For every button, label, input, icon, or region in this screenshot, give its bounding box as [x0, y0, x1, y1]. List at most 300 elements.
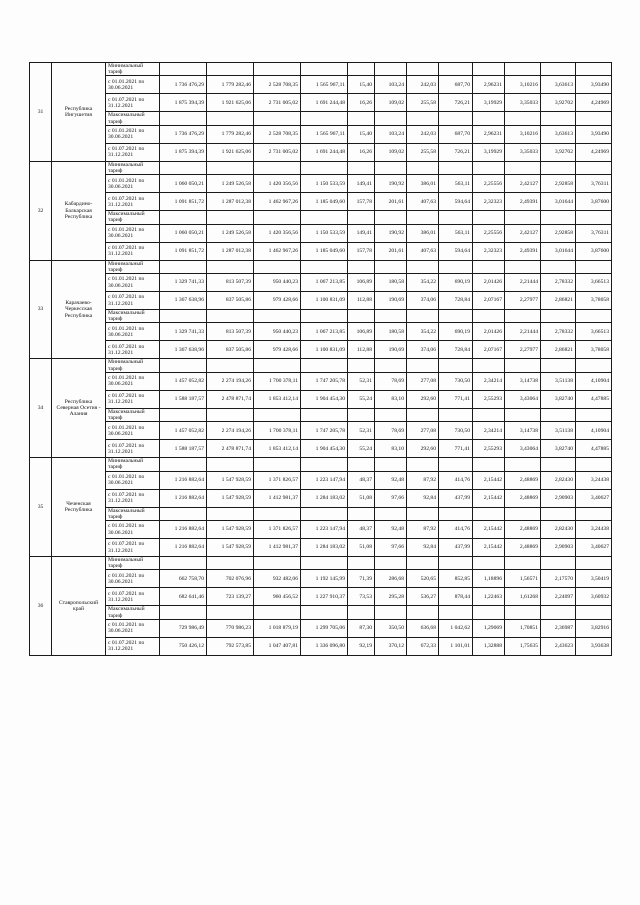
value-cell: 1 367 638,96 — [160, 341, 207, 359]
empty-cell — [160, 211, 207, 224]
value-cell: 1 150 533,59 — [301, 175, 348, 193]
value-cell: 55,24 — [348, 440, 375, 458]
empty-cell — [473, 458, 505, 471]
value-cell: 149,41 — [348, 175, 375, 193]
empty-cell — [541, 557, 576, 570]
empty-cell — [541, 458, 576, 471]
empty-cell — [541, 112, 576, 125]
tariff-table-body — [30, 63, 612, 656]
value-cell: 1 853 412,14 — [254, 390, 301, 408]
value-cell: 190,69 — [375, 292, 407, 310]
value-cell: 563,11 — [439, 175, 473, 193]
empty-cell — [576, 211, 612, 224]
value-cell: 292,60 — [407, 440, 439, 458]
value-cell: 3,14738 — [505, 422, 541, 440]
tariff-type-label: Максимальный тариф — [106, 112, 160, 125]
table-row — [30, 372, 612, 390]
value-cell: 78,69 — [375, 372, 407, 390]
value-cell: 1 249 526,58 — [207, 224, 254, 242]
value-cell: 1 588 187,57 — [160, 440, 207, 458]
empty-cell — [375, 606, 407, 619]
value-cell: 92,19 — [348, 637, 375, 655]
value-cell: 520,65 — [407, 570, 439, 588]
tariff-type-row — [30, 606, 612, 619]
table-row — [30, 521, 612, 539]
empty-cell — [505, 606, 541, 619]
value-cell: 190,69 — [375, 341, 407, 359]
value-cell: 979 428,66 — [254, 341, 301, 359]
value-cell: 1 287 012,38 — [207, 242, 254, 260]
empty-cell — [505, 161, 541, 174]
value-cell: 3,92702 — [541, 143, 576, 161]
value-cell: 1 329 741,33 — [160, 274, 207, 292]
value-cell: 3,78058 — [576, 341, 612, 359]
empty-cell — [576, 507, 612, 520]
value-cell: 3,40627 — [576, 489, 612, 507]
value-cell: 2,17570 — [541, 570, 576, 588]
value-cell: 3,35033 — [505, 143, 541, 161]
empty-cell — [473, 359, 505, 372]
period-cell: с 01.07.2021 по 31.12.2021 — [106, 292, 160, 310]
value-cell: 292,60 — [407, 390, 439, 408]
value-cell: 277,08 — [407, 422, 439, 440]
value-cell: 414,76 — [439, 471, 473, 489]
table-row — [30, 323, 612, 341]
value-cell: 813 507,39 — [207, 274, 254, 292]
value-cell: 672,33 — [407, 637, 439, 655]
value-cell: 2,27977 — [505, 341, 541, 359]
table-row — [30, 224, 612, 242]
empty-cell — [473, 507, 505, 520]
value-cell: 87,92 — [407, 521, 439, 539]
value-cell: 1 216 882,64 — [160, 489, 207, 507]
value-cell: 92,48 — [375, 521, 407, 539]
empty-cell — [375, 310, 407, 323]
value-cell: 1 547 928,59 — [207, 489, 254, 507]
period-cell: с 01.01.2021 по 30.06.2021 — [106, 76, 160, 94]
region-name: Ставропольский край — [52, 557, 106, 656]
tariff-type-label: Минимальный тариф — [106, 260, 160, 273]
value-cell: 3,87600 — [576, 242, 612, 260]
value-cell: 3,50419 — [576, 570, 612, 588]
period-cell: с 01.07.2021 по 31.12.2021 — [106, 588, 160, 606]
row-number: 32 — [30, 161, 52, 260]
empty-cell — [254, 458, 301, 471]
empty-cell — [375, 507, 407, 520]
table-row — [30, 143, 612, 161]
value-cell: 15,40 — [348, 76, 375, 94]
value-cell: 1 565 967,11 — [301, 125, 348, 143]
value-cell: 3,92702 — [541, 94, 576, 112]
period-cell: с 01.07.2021 по 31.12.2021 — [106, 489, 160, 507]
value-cell: 201,61 — [375, 242, 407, 260]
period-cell: с 01.01.2021 по 30.06.2021 — [106, 274, 160, 292]
value-cell: 2,86821 — [541, 292, 576, 310]
empty-cell — [407, 458, 439, 471]
value-cell: 2,21444 — [505, 323, 541, 341]
value-cell: 563,11 — [439, 224, 473, 242]
value-cell: 1 223 147,94 — [301, 471, 348, 489]
period-cell: с 01.07.2021 по 31.12.2021 — [106, 143, 160, 161]
value-cell: 1 371 826,57 — [254, 471, 301, 489]
value-cell: 1 565 967,11 — [301, 76, 348, 94]
value-cell: 2,15442 — [473, 471, 505, 489]
value-cell: 3,66513 — [576, 323, 612, 341]
value-cell: 3,87600 — [576, 193, 612, 211]
value-cell: 2,49391 — [505, 193, 541, 211]
value-cell: 726,21 — [439, 94, 473, 112]
empty-cell — [439, 606, 473, 619]
value-cell: 2,07167 — [473, 292, 505, 310]
value-cell: 4,10904 — [576, 372, 612, 390]
value-cell: 1 371 826,57 — [254, 521, 301, 539]
empty-cell — [576, 359, 612, 372]
region-name: Республика Северная Осетия - Алания — [52, 359, 106, 458]
empty-cell — [160, 161, 207, 174]
empty-cell — [160, 408, 207, 421]
tariff-type-label: Минимальный тариф — [106, 359, 160, 372]
value-cell: 109,02 — [375, 94, 407, 112]
empty-cell — [505, 310, 541, 323]
value-cell: 1,56571 — [505, 570, 541, 588]
value-cell: 1 060 050,21 — [160, 224, 207, 242]
value-cell: 73,53 — [348, 588, 375, 606]
value-cell: 1 042,62 — [439, 619, 473, 637]
period-cell: с 01.01.2021 по 30.06.2021 — [106, 323, 160, 341]
tariff-table — [29, 62, 612, 656]
empty-cell — [407, 408, 439, 421]
value-cell: 83,10 — [375, 390, 407, 408]
table-row — [30, 274, 612, 292]
empty-cell — [160, 557, 207, 570]
value-cell: 71,39 — [348, 570, 375, 588]
value-cell: 2,32323 — [473, 242, 505, 260]
value-cell: 51,08 — [348, 539, 375, 557]
empty-cell — [473, 260, 505, 273]
value-cell: 852,85 — [439, 570, 473, 588]
period-cell: с 01.07.2021 по 31.12.2021 — [106, 390, 160, 408]
empty-cell — [375, 557, 407, 570]
empty-cell — [207, 557, 254, 570]
value-cell: 201,61 — [375, 193, 407, 211]
value-cell: 2 528 708,35 — [254, 76, 301, 94]
empty-cell — [541, 260, 576, 273]
empty-cell — [505, 507, 541, 520]
value-cell: 3,82740 — [541, 390, 576, 408]
value-cell: 729 986,49 — [160, 619, 207, 637]
tariff-type-label: Максимальный тариф — [106, 507, 160, 520]
region-name: Карачаево-Черкесская Республика — [52, 260, 106, 359]
value-cell: 2,42127 — [505, 175, 541, 193]
table-row — [30, 125, 612, 143]
empty-cell — [160, 507, 207, 520]
value-cell: 2 731 005,02 — [254, 143, 301, 161]
empty-cell — [207, 211, 254, 224]
value-cell: 770 986,23 — [207, 619, 254, 637]
tariff-type-label: Максимальный тариф — [106, 310, 160, 323]
value-cell: 813 507,39 — [207, 323, 254, 341]
value-cell: 728,84 — [439, 341, 473, 359]
value-cell: 2,34214 — [473, 422, 505, 440]
value-cell: 2,48869 — [505, 521, 541, 539]
value-cell: 55,24 — [348, 390, 375, 408]
value-cell: 2,25556 — [473, 175, 505, 193]
value-cell: 1 691 244,48 — [301, 94, 348, 112]
empty-cell — [473, 63, 505, 76]
empty-cell — [407, 557, 439, 570]
value-cell: 1 547 928,59 — [207, 539, 254, 557]
value-cell: 407,63 — [407, 193, 439, 211]
empty-cell — [505, 260, 541, 273]
value-cell: 1 223 147,94 — [301, 521, 348, 539]
table-row — [30, 242, 612, 260]
value-cell: 48,37 — [348, 521, 375, 539]
empty-cell — [407, 211, 439, 224]
empty-cell — [254, 507, 301, 520]
value-cell: 2,34214 — [473, 372, 505, 390]
value-cell: 2,90903 — [541, 539, 576, 557]
value-cell: 106,89 — [348, 323, 375, 341]
empty-cell — [576, 63, 612, 76]
value-cell: 2,78332 — [541, 323, 576, 341]
value-cell: 106,89 — [348, 274, 375, 292]
value-cell: 286,68 — [375, 570, 407, 588]
period-cell: с 01.01.2021 по 30.06.2021 — [106, 570, 160, 588]
value-cell: 3,01644 — [541, 242, 576, 260]
value-cell: 1 691 244,48 — [301, 143, 348, 161]
value-cell: 180,58 — [375, 274, 407, 292]
value-cell: 1 457 052,82 — [160, 372, 207, 390]
value-cell: 374,06 — [407, 292, 439, 310]
empty-cell — [207, 507, 254, 520]
region-name: Кабардино-Балкарская Республика — [52, 161, 106, 260]
empty-cell — [207, 260, 254, 273]
value-cell: 2,48869 — [505, 471, 541, 489]
empty-cell — [301, 63, 348, 76]
empty-cell — [301, 260, 348, 273]
row-number: 34 — [30, 359, 52, 458]
value-cell: 97,66 — [375, 539, 407, 557]
empty-cell — [348, 211, 375, 224]
value-cell: 2 478 871,74 — [207, 440, 254, 458]
period-cell: с 01.07.2021 по 31.12.2021 — [106, 242, 160, 260]
value-cell: 1 284 183,02 — [301, 539, 348, 557]
value-cell: 723 139,27 — [207, 588, 254, 606]
value-cell: 2,07167 — [473, 341, 505, 359]
value-cell: 3,24438 — [576, 471, 612, 489]
value-cell: 1 547 928,59 — [207, 471, 254, 489]
table-row — [30, 489, 612, 507]
value-cell: 1 747 205,78 — [301, 372, 348, 390]
tariff-type-row — [30, 507, 612, 520]
empty-cell — [160, 260, 207, 273]
value-cell: 2,78332 — [541, 274, 576, 292]
value-cell: 1 462 967,26 — [254, 193, 301, 211]
value-cell: 1 547 928,59 — [207, 521, 254, 539]
empty-cell — [348, 359, 375, 372]
value-cell: 87,92 — [407, 471, 439, 489]
table-row — [30, 193, 612, 211]
empty-cell — [541, 161, 576, 174]
value-cell: 1 216 882,64 — [160, 521, 207, 539]
value-cell: 1 904 454,30 — [301, 440, 348, 458]
table-row — [30, 341, 612, 359]
table-row — [30, 588, 612, 606]
empty-cell — [207, 458, 254, 471]
tariff-type-label: Максимальный тариф — [106, 606, 160, 619]
value-cell: 2,01426 — [473, 323, 505, 341]
period-cell: с 01.07.2021 по 31.12.2021 — [106, 193, 160, 211]
value-cell: 354,22 — [407, 274, 439, 292]
value-cell: 83,10 — [375, 440, 407, 458]
value-cell: 1 420 356,56 — [254, 175, 301, 193]
value-cell: 242,03 — [407, 125, 439, 143]
value-cell: 730,50 — [439, 422, 473, 440]
value-cell: 1 921 625,06 — [207, 94, 254, 112]
value-cell: 277,08 — [407, 372, 439, 390]
value-cell: 837 505,86 — [207, 292, 254, 310]
row-number: 33 — [30, 260, 52, 359]
value-cell: 48,37 — [348, 471, 375, 489]
table-row — [30, 570, 612, 588]
value-cell: 92,48 — [375, 471, 407, 489]
value-cell: 414,76 — [439, 521, 473, 539]
value-cell: 242,03 — [407, 76, 439, 94]
row-number: 35 — [30, 458, 52, 557]
empty-cell — [207, 606, 254, 619]
empty-cell — [254, 260, 301, 273]
empty-cell — [301, 408, 348, 421]
value-cell: 1 287 012,38 — [207, 193, 254, 211]
value-cell: 837 505,86 — [207, 341, 254, 359]
empty-cell — [473, 112, 505, 125]
empty-cell — [473, 310, 505, 323]
value-cell: 1,75635 — [505, 637, 541, 655]
empty-cell — [254, 211, 301, 224]
value-cell: 103,24 — [375, 125, 407, 143]
table-row — [30, 619, 612, 637]
period-cell: с 01.07.2021 по 31.12.2021 — [106, 341, 160, 359]
empty-cell — [576, 557, 612, 570]
value-cell: 1 067 213,85 — [301, 323, 348, 341]
value-cell: 1 227 910,37 — [301, 588, 348, 606]
empty-cell — [439, 310, 473, 323]
empty-cell — [576, 458, 612, 471]
table-row — [30, 637, 612, 655]
empty-cell — [375, 112, 407, 125]
empty-cell — [375, 211, 407, 224]
value-cell: 1 736 476,29 — [160, 125, 207, 143]
value-cell: 87,30 — [348, 619, 375, 637]
table-row — [30, 539, 612, 557]
value-cell: 1 018 879,19 — [254, 619, 301, 637]
empty-cell — [301, 112, 348, 125]
value-cell: 1 412 981,37 — [254, 539, 301, 557]
empty-cell — [207, 112, 254, 125]
value-cell: 2,36987 — [541, 619, 576, 637]
empty-cell — [576, 310, 612, 323]
period-cell: с 01.07.2021 по 31.12.2021 — [106, 637, 160, 655]
value-cell: 3,76311 — [576, 175, 612, 193]
value-cell: 350,50 — [375, 619, 407, 637]
empty-cell — [576, 112, 612, 125]
value-cell: 3,51138 — [541, 372, 576, 390]
value-cell: 3,93490 — [576, 125, 612, 143]
empty-cell — [439, 359, 473, 372]
tariff-type-label: Минимальный тариф — [106, 63, 160, 76]
empty-cell — [576, 161, 612, 174]
tariff-type-row — [30, 310, 612, 323]
value-cell: 386,01 — [407, 224, 439, 242]
value-cell: 2,92858 — [541, 224, 576, 242]
empty-cell — [407, 606, 439, 619]
value-cell: 3,01644 — [541, 193, 576, 211]
value-cell: 702 076,96 — [207, 570, 254, 588]
value-cell: 750 426,12 — [160, 637, 207, 655]
period-cell: с 01.01.2021 по 30.06.2021 — [106, 175, 160, 193]
value-cell: 1 091 851,72 — [160, 193, 207, 211]
value-cell: 932 482,06 — [254, 570, 301, 588]
value-cell: 1 150 533,59 — [301, 224, 348, 242]
row-number: 36 — [30, 557, 52, 656]
value-cell: 2,96231 — [473, 76, 505, 94]
period-cell: с 01.01.2021 по 30.06.2021 — [106, 619, 160, 637]
empty-cell — [160, 112, 207, 125]
empty-cell — [375, 260, 407, 273]
empty-cell — [473, 161, 505, 174]
value-cell: 2,24097 — [541, 588, 576, 606]
value-cell: 255,58 — [407, 143, 439, 161]
value-cell: 370,12 — [375, 637, 407, 655]
value-cell: 157,78 — [348, 193, 375, 211]
value-cell: 2 528 708,35 — [254, 125, 301, 143]
value-cell: 2,86821 — [541, 341, 576, 359]
value-cell: 1 299 705,06 — [301, 619, 348, 637]
value-cell: 92,84 — [407, 539, 439, 557]
value-cell: 1 336 096,80 — [301, 637, 348, 655]
value-cell: 295,28 — [375, 588, 407, 606]
table-row — [30, 175, 612, 193]
value-cell: 2,82430 — [541, 471, 576, 489]
empty-cell — [254, 112, 301, 125]
value-cell: 1 462 967,26 — [254, 242, 301, 260]
value-cell: 687,70 — [439, 76, 473, 94]
empty-cell — [301, 557, 348, 570]
empty-cell — [348, 458, 375, 471]
empty-cell — [407, 310, 439, 323]
period-cell: с 01.01.2021 по 30.06.2021 — [106, 422, 160, 440]
value-cell: 112,88 — [348, 292, 375, 310]
value-cell: 3,24438 — [576, 521, 612, 539]
value-cell: 771,41 — [439, 390, 473, 408]
tariff-type-row — [30, 211, 612, 224]
empty-cell — [160, 458, 207, 471]
empty-cell — [301, 507, 348, 520]
empty-cell — [407, 161, 439, 174]
region-name: Чеченская Республика — [52, 458, 106, 557]
value-cell: 1 588 187,57 — [160, 390, 207, 408]
period-cell: с 01.01.2021 по 30.06.2021 — [106, 125, 160, 143]
value-cell: 109,02 — [375, 143, 407, 161]
value-cell: 1 779 282,46 — [207, 125, 254, 143]
value-cell: 1 216 882,64 — [160, 471, 207, 489]
empty-cell — [301, 458, 348, 471]
value-cell: 2,49391 — [505, 242, 541, 260]
period-cell: с 01.07.2021 по 31.12.2021 — [106, 539, 160, 557]
tariff-type-row — [30, 161, 612, 174]
empty-cell — [541, 63, 576, 76]
empty-cell — [375, 408, 407, 421]
